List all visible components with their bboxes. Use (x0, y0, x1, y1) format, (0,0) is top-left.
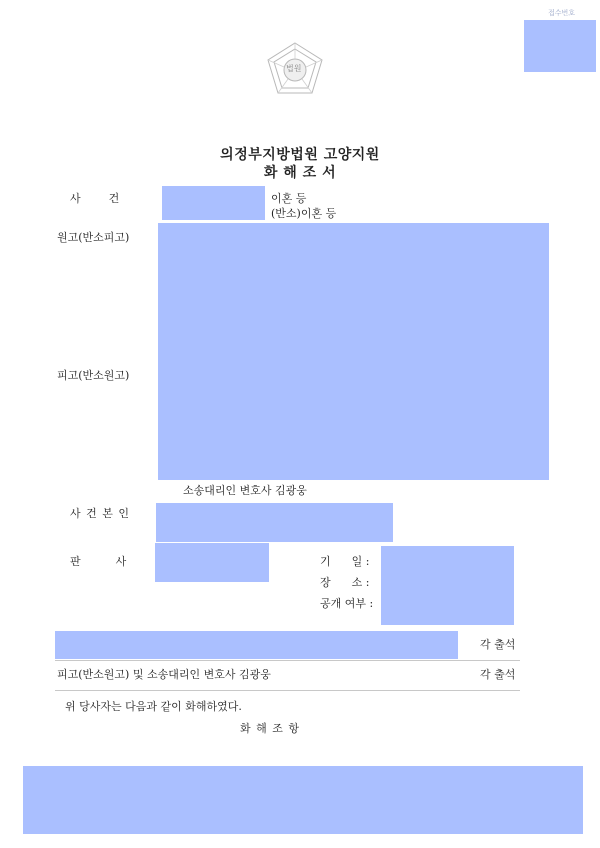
court-name: 의정부지방법원 고양지원 (220, 147, 380, 163)
document-title: 화 해 조 서 (263, 165, 337, 181)
seal-text: 법원 (286, 64, 302, 73)
case-name-2: (반소)이혼 등 (271, 207, 337, 220)
settlement-statement: 위 당사자는 다음과 같이 화해하였다. (65, 700, 242, 713)
redacted-stamp-number (524, 20, 596, 72)
case-name-1: 이혼 등 (271, 192, 307, 205)
attendance-party-2: 피고(반소원고) 및 소송대리인 변호사 김광웅 (57, 668, 271, 681)
redacted-attendee (55, 631, 458, 659)
attendance-status-1: 각 출석 (480, 638, 516, 651)
court-seal-icon (262, 40, 328, 98)
divider-line (55, 690, 520, 691)
judge-label: 판 사 (70, 555, 127, 568)
redacted-settlement-terms (23, 766, 583, 834)
case-label: 사 건 (70, 192, 120, 205)
counsel-name: 소송대리인 변호사 김광웅 (183, 484, 307, 497)
divider-line (55, 660, 520, 661)
redacted-party-info (158, 223, 549, 480)
redacted-session-info (381, 546, 514, 625)
public-label: 공개 여부 : (320, 597, 374, 610)
redacted-judge (155, 543, 269, 582)
date-label: 기 일 : (320, 555, 370, 568)
attendance-status-2: 각 출석 (480, 668, 516, 681)
section-title: 화 해 조 항 (240, 722, 300, 735)
redacted-principal (156, 503, 393, 542)
principal-label: 사 건 본 인 (70, 507, 130, 520)
defendant-label: 피고(반소원고) (57, 369, 130, 382)
place-label: 장 소 : (320, 576, 370, 589)
plaintiff-label: 원고(반소피고) (57, 231, 130, 244)
redacted-case-number (162, 186, 265, 220)
stamp-corner-text: 접수번호 (548, 9, 576, 17)
